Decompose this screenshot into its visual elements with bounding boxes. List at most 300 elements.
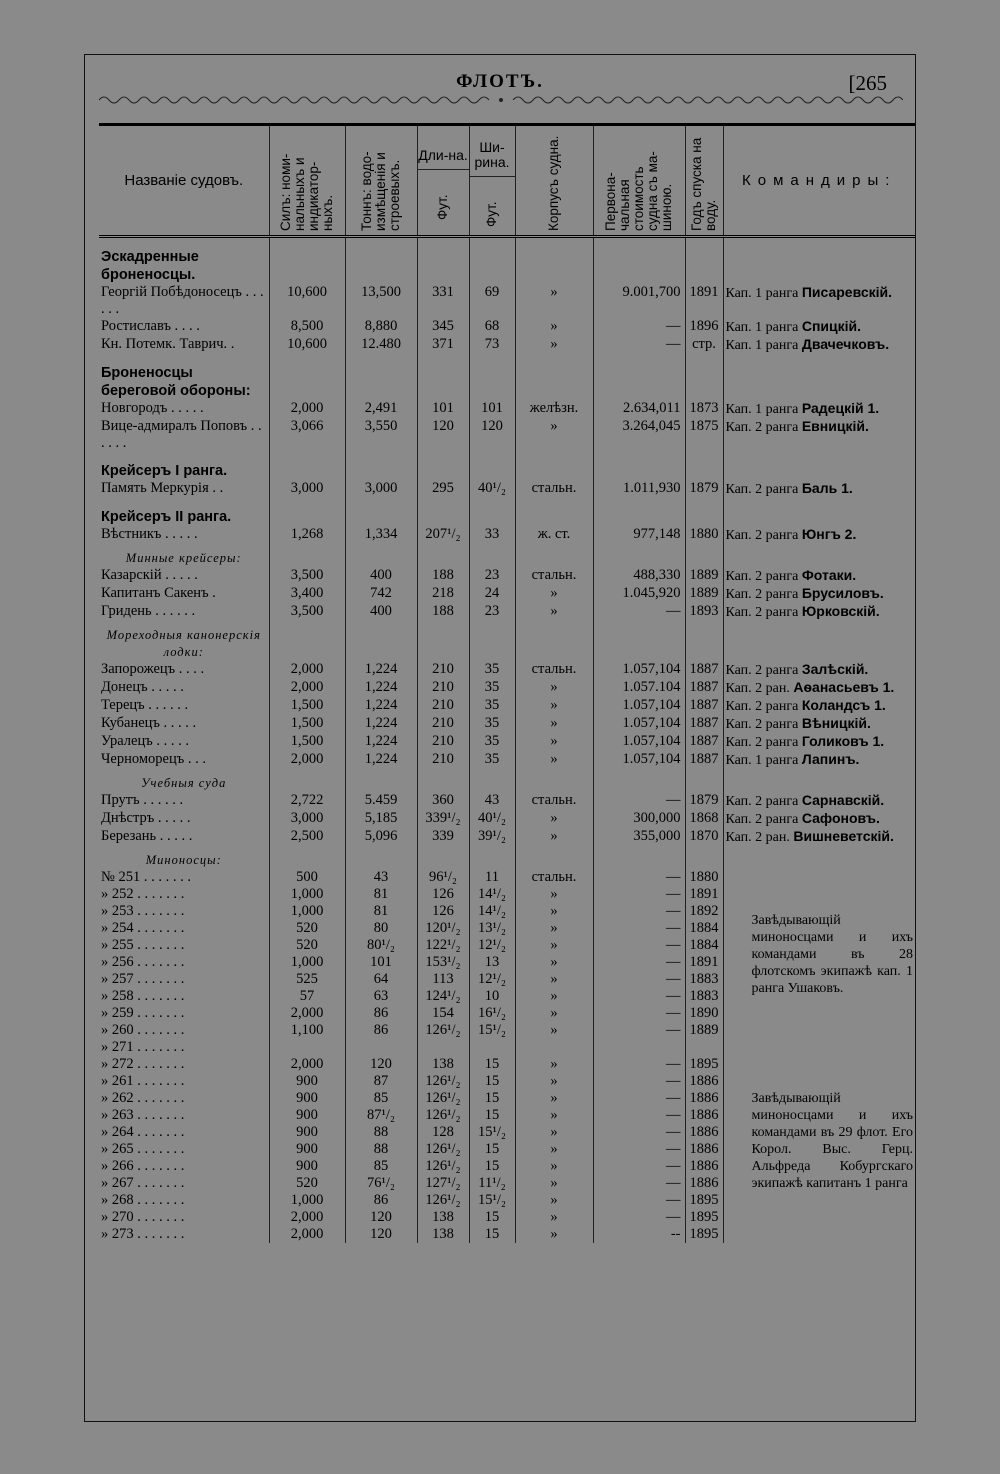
table-row: [99, 526, 915, 544]
empty-cell: [417, 237, 469, 285]
fleet-table: [99, 123, 915, 1243]
commander-cell: [723, 603, 915, 621]
length-cell: 126¹/₂: [417, 1107, 469, 1124]
power-cell: 3,000: [269, 480, 345, 498]
hull-cell: »: [515, 971, 593, 988]
year-cell: [685, 1039, 723, 1056]
ship-name: » 254 . . . . . . .: [101, 920, 185, 936]
commander-rank: Кап. 2 ранга: [725, 528, 802, 543]
section-header-row: [99, 769, 915, 792]
table-row: [99, 418, 915, 452]
length-cell: 295: [417, 480, 469, 498]
commander-rank: Кап. 2 ран.: [725, 681, 794, 696]
tons-cell: 76¹/₂: [345, 1175, 417, 1192]
empty-cell: [723, 621, 915, 661]
commander-rank: Кап. 2 ранга: [725, 735, 802, 750]
width-cell: 23: [469, 603, 515, 621]
empty-cell: [593, 846, 685, 869]
ship-name: Днѣстръ . . . . .: [101, 810, 191, 826]
hull-cell: »: [515, 585, 593, 603]
empty-cell: [345, 544, 417, 567]
year-cell: 1886: [685, 1073, 723, 1090]
tons-cell: 43: [345, 869, 417, 886]
table-row: [99, 318, 915, 336]
year-cell: 1887: [685, 697, 723, 715]
length-cell: 207¹/₂: [417, 526, 469, 544]
year-cell: стр.: [685, 336, 723, 354]
hull-cell: »: [515, 1073, 593, 1090]
empty-cell: [723, 846, 915, 869]
length-cell: 210: [417, 751, 469, 769]
commander-name: Коландсъ 1.: [801, 697, 886, 713]
table-row: [99, 869, 915, 886]
tons-cell: 86: [345, 1005, 417, 1022]
empty-cell: [685, 354, 723, 400]
empty-cell: [685, 846, 723, 869]
hull-cell: »: [515, 751, 593, 769]
ship-name: Капитанъ Сакенъ .: [101, 585, 216, 601]
length-cell: 153¹/₂: [417, 954, 469, 971]
length-cell: 138: [417, 1056, 469, 1073]
length-cell: 126¹/₂: [417, 1141, 469, 1158]
empty-cell: [417, 769, 469, 792]
ship-name: » 257 . . . . . . .: [101, 971, 185, 987]
empty-cell: [469, 354, 515, 400]
hull-cell: »: [515, 1022, 593, 1039]
empty-cell: [345, 452, 417, 480]
year-cell: 1879: [685, 792, 723, 810]
commander-name: Радецкій 1.: [801, 400, 880, 416]
empty-cell: [685, 452, 723, 480]
tons-cell: 64: [345, 971, 417, 988]
hull-cell: »: [515, 679, 593, 697]
cost-cell: —: [593, 1056, 685, 1073]
year-cell: 1886: [685, 1175, 723, 1192]
ship-name: » 252 . . . . . . .: [101, 886, 185, 902]
year-cell: 1875: [685, 418, 723, 452]
power-cell: 2,000: [269, 751, 345, 769]
ship-name: Уралецъ . . . . .: [101, 733, 189, 749]
empty-cell: [269, 621, 345, 661]
page-number: [265: [848, 71, 887, 95]
ship-name: Георгій Побѣдоносецъ . . . . . .: [101, 284, 264, 317]
width-cell: 40¹/₂: [469, 810, 515, 828]
length-cell: 371: [417, 336, 469, 354]
ship-name: » 256 . . . . . . .: [101, 954, 185, 970]
length-cell: 345: [417, 318, 469, 336]
width-cell: 23: [469, 567, 515, 585]
commander-name: Евницкій.: [801, 418, 869, 434]
empty-cell: [515, 544, 593, 567]
commander-rank: Кап. 2 ранга: [725, 812, 802, 827]
page: [84, 54, 916, 1422]
tons-cell: 1,224: [345, 715, 417, 733]
commander-rank: Кап. 1 ранга: [725, 286, 802, 301]
page-title: ФЛОТЪ.: [456, 71, 544, 92]
length-cell: 128: [417, 1124, 469, 1141]
tons-cell: 400: [345, 603, 417, 621]
hull-cell: »: [515, 1124, 593, 1141]
width-cell: 15: [469, 1141, 515, 1158]
width-cell: 15: [469, 1209, 515, 1226]
width-cell: 15: [469, 1107, 515, 1124]
empty-cell: [269, 544, 345, 567]
year-cell: 1890: [685, 1005, 723, 1022]
commander-name: Аѳанасьевъ 1.: [793, 679, 895, 695]
ship-name: » 260 . . . . . . .: [101, 1022, 185, 1038]
ship-name: Кубанецъ . . . . .: [101, 715, 197, 731]
cost-cell: —: [593, 1107, 685, 1124]
width-cell: 35: [469, 679, 515, 697]
cost-cell: —: [593, 988, 685, 1005]
cost-cell: 1.057,104: [593, 733, 685, 751]
year-cell: 1879: [685, 480, 723, 498]
tons-cell: 86: [345, 1192, 417, 1209]
ship-name: » 255 . . . . . . .: [101, 937, 185, 953]
empty-cell: [723, 354, 915, 400]
commander-rank: Кап. 2 ранга: [725, 663, 802, 678]
width-cell: 12¹/₂: [469, 971, 515, 988]
width-cell: 15: [469, 1158, 515, 1175]
cost-cell: 1.045,920: [593, 585, 685, 603]
ship-name: Ростиславъ . . . .: [101, 318, 200, 334]
length-cell: 126¹/₂: [417, 1192, 469, 1209]
commander-rank: Кап. 1 ранга: [725, 753, 802, 768]
length-cell: 120: [417, 418, 469, 452]
year-cell: 1895: [685, 1226, 723, 1243]
width-cell: 11¹/₂: [469, 1175, 515, 1192]
section-title: Броненосцы береговой обороны:: [101, 365, 251, 399]
section-title: Учебныя суда: [141, 776, 227, 790]
commander-name: Юнгъ 2.: [801, 526, 857, 542]
length-cell: 126¹/₂: [417, 1090, 469, 1107]
width-cell: 12¹/₂: [469, 937, 515, 954]
power-cell: 1,100: [269, 1022, 345, 1039]
empty-cell: [593, 354, 685, 400]
table-row: [99, 697, 915, 715]
year-cell: 1880: [685, 869, 723, 886]
power-cell: 1,000: [269, 903, 345, 920]
year-cell: 1883: [685, 988, 723, 1005]
width-cell: 35: [469, 661, 515, 679]
hull-cell: »: [515, 988, 593, 1005]
tons-cell: 80¹/₂: [345, 937, 417, 954]
hull-cell: стальн.: [515, 661, 593, 679]
year-cell: 1870: [685, 828, 723, 846]
ship-name: Прутъ . . . . . .: [101, 792, 184, 808]
empty-cell: [469, 544, 515, 567]
empty-cell: [345, 846, 417, 869]
year-cell: 1889: [685, 1022, 723, 1039]
cost-cell: —: [593, 971, 685, 988]
hull-cell: »: [515, 697, 593, 715]
ship-name: » 267 . . . . . . .: [101, 1175, 185, 1191]
tons-cell: 86: [345, 1022, 417, 1039]
width-cell: 24: [469, 585, 515, 603]
width-cell: 15: [469, 1090, 515, 1107]
cost-cell: 1.057.104: [593, 679, 685, 697]
length-cell: 210: [417, 661, 469, 679]
power-cell: 1,268: [269, 526, 345, 544]
cost-cell: —: [593, 869, 685, 886]
section-header-row: [99, 544, 915, 567]
empty-cell: [685, 544, 723, 567]
cost-cell: —: [593, 1124, 685, 1141]
commander-name: Сафоновъ.: [801, 810, 880, 826]
commander-name: Залѣскій.: [801, 661, 869, 677]
section-header-row: [99, 846, 915, 869]
tons-cell: 120: [345, 1056, 417, 1073]
power-cell: 900: [269, 1141, 345, 1158]
width-cell: 40¹/₂: [469, 480, 515, 498]
empty-cell: [685, 498, 723, 526]
commander-cell: [723, 336, 915, 354]
width-cell: 15: [469, 1226, 515, 1243]
power-cell: 3,500: [269, 567, 345, 585]
commander-name: Лапинъ.: [801, 751, 860, 767]
ship-name: Гридень . . . . . .: [101, 603, 196, 619]
cost-cell: —: [593, 954, 685, 971]
ship-name: Казарскій . . . . .: [101, 567, 198, 583]
empty-cell: [469, 237, 515, 285]
cost-cell: —: [593, 903, 685, 920]
tons-cell: 1,224: [345, 697, 417, 715]
cost-cell: —: [593, 1022, 685, 1039]
year-cell: 1895: [685, 1192, 723, 1209]
commander-cell: [723, 284, 915, 318]
power-cell: 2,722: [269, 792, 345, 810]
cost-cell: —: [593, 1158, 685, 1175]
cost-cell: 355,000: [593, 828, 685, 846]
length-cell: 210: [417, 715, 469, 733]
ship-name: » 270 . . . . . . .: [101, 1209, 185, 1225]
commander-cell: [723, 526, 915, 544]
year-cell: 1883: [685, 971, 723, 988]
table-row: [99, 751, 915, 769]
empty-cell: [345, 621, 417, 661]
cost-cell: —: [593, 886, 685, 903]
table-row: [99, 400, 915, 418]
length-cell: 339: [417, 828, 469, 846]
year-cell: 1893: [685, 603, 723, 621]
year-cell: 1896: [685, 318, 723, 336]
power-cell: 3,066: [269, 418, 345, 452]
ship-name: Вѣстникъ . . . . .: [101, 526, 198, 542]
commander-rank: Кап. 2 ранга: [725, 482, 802, 497]
hull-cell: »: [515, 1192, 593, 1209]
cost-cell: 1.057,104: [593, 751, 685, 769]
power-cell: 2,000: [269, 1209, 345, 1226]
commander-cell: [723, 585, 915, 603]
tons-cell: 2,491: [345, 400, 417, 418]
empty-cell: [515, 354, 593, 400]
ship-name: Память Меркурія . .: [101, 480, 224, 496]
hull-cell: »: [515, 1107, 593, 1124]
tons-cell: [345, 1039, 417, 1056]
length-cell: 138: [417, 1226, 469, 1243]
tons-cell: 88: [345, 1124, 417, 1141]
commander-cell: [723, 828, 915, 846]
commander-name: Баль 1.: [801, 480, 853, 496]
tons-cell: 3,550: [345, 418, 417, 452]
section-title: Эскадренные броненосцы.: [101, 249, 199, 283]
empty-cell: [593, 544, 685, 567]
ship-name: Вице-адмиралъ Поповъ . . . . . .: [101, 418, 262, 451]
commander-name: Сарнавскій.: [801, 792, 885, 808]
power-cell: 900: [269, 1107, 345, 1124]
section-header-row: [99, 452, 915, 480]
table-row: [99, 585, 915, 603]
commander-cell: [723, 400, 915, 418]
power-cell: 1,500: [269, 733, 345, 751]
table-row: [99, 284, 915, 318]
tons-cell: 400: [345, 567, 417, 585]
tons-cell: 12.480: [345, 336, 417, 354]
year-cell: 1873: [685, 400, 723, 418]
commander-cell: [723, 661, 915, 679]
section-header-row: [99, 237, 915, 285]
empty-cell: [723, 498, 915, 526]
length-cell: 339¹/₂: [417, 810, 469, 828]
year-cell: 1886: [685, 1090, 723, 1107]
commander-rank: Кап. 2 ранга: [725, 794, 802, 809]
commander-cell: [723, 751, 915, 769]
year-cell: 1891: [685, 954, 723, 971]
ship-name: Черноморецъ . . .: [101, 751, 206, 767]
cost-cell: 300,000: [593, 810, 685, 828]
year-cell: 1886: [685, 1124, 723, 1141]
tons-cell: 120: [345, 1209, 417, 1226]
hull-cell: »: [515, 1090, 593, 1107]
empty-cell: [345, 354, 417, 400]
power-cell: 2,000: [269, 661, 345, 679]
year-cell: 1887: [685, 733, 723, 751]
table-row: [99, 715, 915, 733]
empty-cell: [417, 544, 469, 567]
length-cell: [417, 1039, 469, 1056]
table-row: [99, 679, 915, 697]
commander-rank: Кап. 1 ранга: [725, 402, 802, 417]
ship-name: Березань . . . . .: [101, 828, 193, 844]
col-hull: Корпусъ судна.: [515, 125, 593, 237]
empty-cell: [593, 621, 685, 661]
cost-cell: 3.264,045: [593, 418, 685, 452]
commander-rank: Кап. 2 ранга: [725, 605, 802, 620]
cost-cell: --: [593, 1226, 685, 1243]
empty-cell: [269, 354, 345, 400]
ship-name: Кн. Потемк. Таврич. .: [101, 336, 235, 352]
length-cell: 96¹/₂: [417, 869, 469, 886]
hull-cell: стальн.: [515, 480, 593, 498]
tons-cell: 1,224: [345, 679, 417, 697]
length-cell: 210: [417, 733, 469, 751]
empty-cell: [685, 769, 723, 792]
power-cell: 900: [269, 1124, 345, 1141]
hull-cell: »: [515, 1056, 593, 1073]
tons-cell: 63: [345, 988, 417, 1005]
width-cell: 15: [469, 1056, 515, 1073]
ship-name: Запорожецъ . . . .: [101, 661, 205, 677]
empty-cell: [593, 769, 685, 792]
power-cell: 8,500: [269, 318, 345, 336]
commander-cell: [723, 567, 915, 585]
empty-cell: [469, 769, 515, 792]
hull-cell: »: [515, 336, 593, 354]
width-cell: 16¹/₂: [469, 1005, 515, 1022]
hull-cell: »: [515, 418, 593, 452]
commander-name: Вѣницкій.: [801, 715, 871, 731]
hull-cell: »: [515, 1158, 593, 1175]
col-width: [469, 125, 515, 237]
power-cell: 2,000: [269, 679, 345, 697]
length-cell: 126: [417, 886, 469, 903]
section-title: Минные крейсеры:: [125, 551, 242, 565]
year-cell: 1891: [685, 886, 723, 903]
hull-cell: стальн.: [515, 869, 593, 886]
power-cell: 900: [269, 1158, 345, 1175]
section-title: Мореходныя канонерскія лодки:: [106, 628, 261, 659]
empty-cell: [469, 846, 515, 869]
ship-name: » 272 . . . . . . .: [101, 1056, 185, 1072]
tons-cell: 81: [345, 903, 417, 920]
cost-cell: 1.057,104: [593, 661, 685, 679]
commander-name: Брусиловъ.: [801, 585, 884, 601]
empty-cell: [515, 452, 593, 480]
year-cell: 1887: [685, 661, 723, 679]
power-cell: 520: [269, 1175, 345, 1192]
power-cell: 3,000: [269, 810, 345, 828]
col-width-unit: Фут.: [484, 201, 499, 227]
cost-cell: —: [593, 1090, 685, 1107]
empty-cell: [723, 237, 915, 285]
hull-cell: »: [515, 1141, 593, 1158]
tons-cell: 1,224: [345, 661, 417, 679]
cost-cell: 1.011,930: [593, 480, 685, 498]
cost-cell: 1.057,104: [593, 697, 685, 715]
width-cell: 13¹/₂: [469, 920, 515, 937]
col-name: Названіе судовъ.: [99, 125, 269, 237]
cost-cell: 2.634,011: [593, 400, 685, 418]
ship-name: » 268 . . . . . . .: [101, 1192, 185, 1208]
empty-cell: [269, 498, 345, 526]
commander-rank: Кап. 2 ранга: [725, 717, 802, 732]
section-header-row: [99, 621, 915, 661]
commander-cell: [723, 697, 915, 715]
year-cell: 1889: [685, 567, 723, 585]
table-row: [99, 792, 915, 810]
table-row: [99, 733, 915, 751]
width-cell: 15: [469, 1073, 515, 1090]
note-text: Завѣдывающій миноносцами и ихъ командами въ 28 флотскомъ экипажѣ кап. 1 ранга Ушаковъ.: [751, 912, 913, 996]
year-cell: 1887: [685, 715, 723, 733]
hull-cell: ж. ст.: [515, 526, 593, 544]
section-title: Крейсеръ I ранга.: [101, 463, 228, 479]
commander-cell: [723, 480, 915, 498]
cost-cell: —: [593, 1192, 685, 1209]
ship-name: » 262 . . . . . . .: [101, 1090, 185, 1106]
col-commanders: Командиры:: [723, 125, 915, 237]
length-cell: 126¹/₂: [417, 1073, 469, 1090]
power-cell: 525: [269, 971, 345, 988]
power-cell: 900: [269, 1073, 345, 1090]
power-cell: 3,500: [269, 603, 345, 621]
torpedo-commander-note-29: [723, 1039, 915, 1243]
cost-cell: 488,330: [593, 567, 685, 585]
power-cell: 2,000: [269, 400, 345, 418]
cost-cell: 1.057,104: [593, 715, 685, 733]
hull-cell: »: [515, 810, 593, 828]
hull-cell: »: [515, 954, 593, 971]
